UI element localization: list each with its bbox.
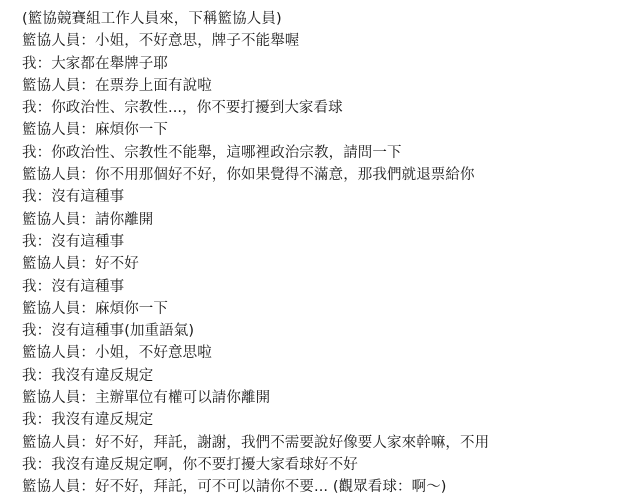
transcript-line: 籃協人員：請你離開 — [22, 211, 154, 228]
transcript-line: 籃協人員：好不好 — [22, 256, 139, 273]
transcript-line: 籃協人員：主辦單位有權可以請你離開 — [22, 390, 271, 407]
transcript-line: 我：你政治性、宗教性不能舉，這哪裡政治宗教，請問一下 — [22, 144, 402, 161]
transcript-line: 籃協人員：好不好，拜託，謝謝，我們不需要說好像要人家來幹嘛，不用 — [22, 434, 490, 451]
transcript-line: 我：沒有這種事 — [22, 278, 125, 295]
transcript-line: 籃協人員：麻煩你一下 — [22, 300, 168, 317]
transcript-line: 我：沒有這種事 — [22, 189, 125, 206]
transcript-line: 籃協人員：小姐，不好意思，牌子不能舉喔 — [22, 33, 300, 50]
transcript-line: 籃協人員：在票券上面有說啦 — [22, 77, 212, 94]
transcript-line: 籃協人員：小姐，不好意思啦 — [22, 345, 212, 362]
transcript-line: 我：大家都在舉牌子耶 — [22, 55, 168, 72]
transcript-line: 我：我沒有違反規定 — [22, 367, 154, 384]
transcript-line: 我：沒有這種事(加重語氣) — [22, 323, 195, 340]
transcript-line: (籃協競賽組工作人員來，下稱籃協人員) — [22, 11, 282, 27]
transcript-line: 籃協人員：你不用那個好不好，你如果覺得不滿意，那我們就退票給你 — [22, 167, 475, 184]
transcript-line: 我：你政治性、宗教性...，你不要打擾到大家看球 — [22, 100, 343, 117]
transcript-line: 我：沒有這種事 — [22, 233, 125, 250]
transcript-line: 籃協人員：好不好，拜託，可不可以請你不要... (觀眾看球：啊～) — [22, 479, 447, 496]
transcript-line: 籃協人員：麻煩你一下 — [22, 122, 168, 139]
transcript-line: 我：我沒有違反規定啊，你不要打擾大家看球好不好 — [22, 456, 358, 473]
transcript-line: 我：我沒有違反規定 — [22, 412, 154, 429]
